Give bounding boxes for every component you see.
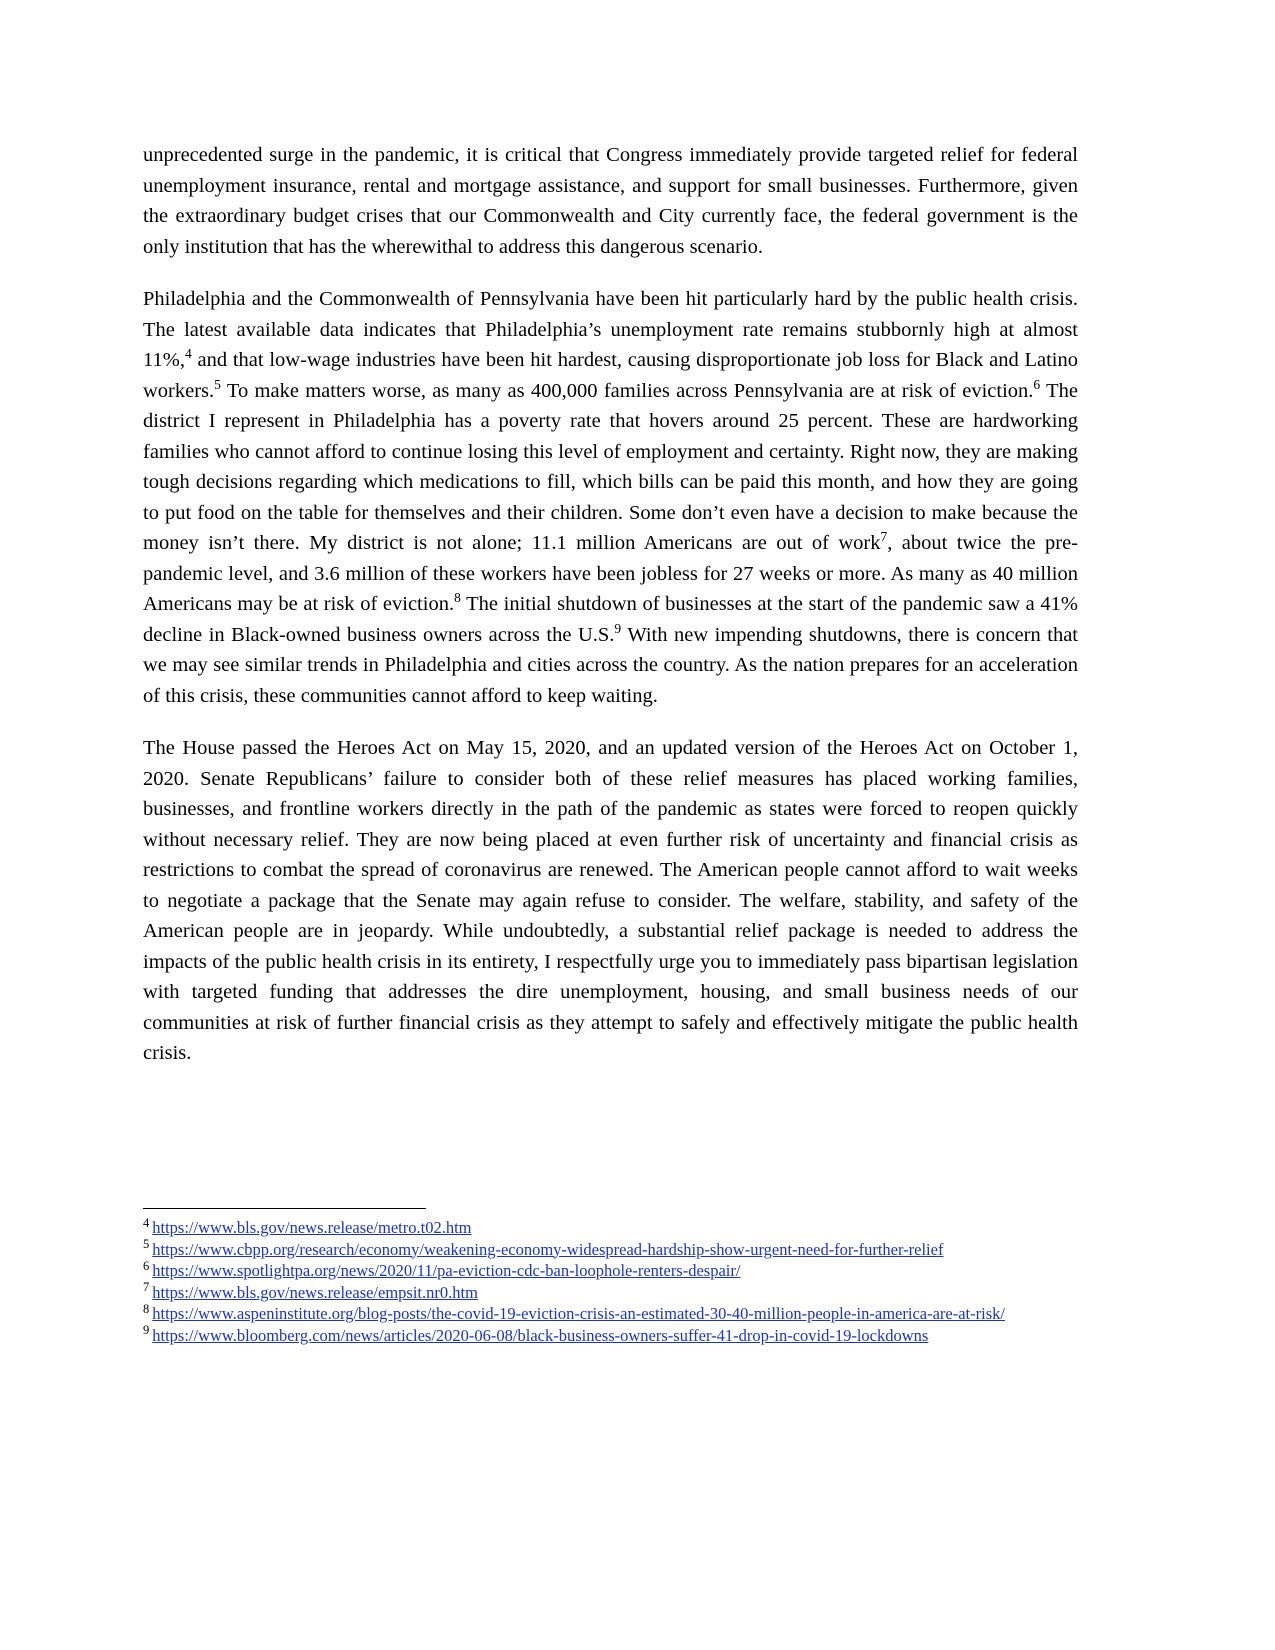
footnote-ref-6[interactable]: 6 [1033, 376, 1041, 392]
footnote-ref-5[interactable]: 5 [214, 376, 221, 392]
footnote-8-link[interactable]: https://www.aspeninstitute.org/blog-posts/the-covid-19-eviction-crisis-an-estimated-30-40-million-people-in-america-are-at-risk/ [152, 1304, 1005, 1323]
paragraph-3: The House passed the Heroes Act on May 15, 2020, and an updated version of the Heroes Act on October 1, 2020. Senate Republicans’ failure to consider both of these relief measures has placed working families, businesses, and frontline workers directly in the path of the pandemic as states were forced to reopen quickly without necessary relief. They are now being placed at even further risk of uncertainty and financial crisis as restrictions to combat the spread of coronavirus are renewed. The American people cannot afford to wait weeks to negotiate a package that the Senate may again refuse to consider. The welfare, stability, and safety of the American people are in jeopardy. While undoubtedly, a substantial relief package is needed to address the impacts of the public health crisis in its entirety, I respectfully urge you to immediately pass bipartisan legislation with targeted funding that addresses the dire unemployment, housing, and small business needs of our communities at risk of further financial crisis as they attempt to safely and effectively mitigate the public health crisis. [143, 737, 1078, 1064]
footnote-4 [143, 1217, 1078, 1239]
footnote-ref-4[interactable]: 4 [184, 346, 192, 362]
footnote-9-link[interactable]: https://www.bloomberg.com/news/articles/2020-06-08/black-business-owners-suffer-41-drop-in-covid-19-lockdowns [152, 1325, 929, 1345]
paragraph-2 [143, 284, 1078, 711]
paragraph-2-segment-6: The initial shutdown of businesses at the start of the pandemic saw a 41% decline in Black-owned business owners across the U.S. [143, 593, 1078, 646]
footnote-9 [143, 1325, 1078, 1347]
footnote-7-link[interactable]: https://www.bls.gov/news.release/empsit.nr0.htm [152, 1282, 478, 1302]
footnote-7-marker: 7 [143, 1280, 150, 1294]
footnote-area [143, 1208, 1078, 1346]
paragraph-2-segment-3: To make matters worse, as many as 400,000 families across Pennsylvania are at risk of eviction. [220, 379, 1034, 402]
footnote-9-marker: 9 [143, 1323, 150, 1337]
footnote-4-link[interactable]: https://www.bls.gov/news.release/metro.t02.htm [152, 1218, 472, 1237]
footnote-8 [143, 1303, 1078, 1325]
footnote-ref-7[interactable]: 7 [880, 529, 888, 545]
footnote-ref-9[interactable]: 9 [614, 620, 622, 636]
footnote-6-marker: 6 [143, 1258, 150, 1273]
footnote-5 [143, 1239, 1078, 1261]
paragraph-2-segment-5: , about twice the pre-pandemic level, and 3.6 million of these workers have been jobless for 27 weeks or more. As many as 40 million Americans may be at risk of eviction. [143, 532, 1078, 615]
footnote-ref-8[interactable]: 8 [454, 590, 461, 606]
footnote-8-marker: 8 [143, 1301, 150, 1316]
paragraph-2-segment-7: With new impending shutdowns, there is concern that we may see similar trends in Philadelphia and cities across the country. As the nation prepares for an acceleration of this crisis, these communities cannot afford to keep waiting. [143, 623, 1078, 707]
footnote-4-marker: 4 [143, 1215, 150, 1230]
document-body [143, 140, 1078, 1069]
paragraph-1: unprecedented surge in the pandemic, it is critical that Congress immediately provide targeted relief for federal unemployment insurance, rental and mortgage assistance, and support for small businesses. Furthermore, given the extraordinary budget crises that our Commonwealth and City currently face, the federal government is the only institution that has the wherewithal to address this dangerous scenario. [143, 144, 1078, 258]
footnote-separator [143, 1208, 426, 1209]
footnote-6 [143, 1260, 1078, 1282]
footnote-5-marker: 5 [143, 1237, 150, 1251]
footnote-6-link[interactable]: https://www.spotlightpa.org/news/2020/11/pa-eviction-cdc-ban-loophole-renters-despair/ [152, 1261, 741, 1280]
footnote-7 [143, 1282, 1078, 1304]
paragraph-2-segment-1: Philadelphia and the Commonwealth of Pennsylvania have been hit particularly hard by the public health crisis. The latest available data indicates that Philadelphia’s unemployment rate remains stubbornly high at almost 11%, [143, 288, 1078, 371]
paragraph-2-segment-2: and that low-wage industries have been hit hardest, causing disproportionate job loss for Black and Latino workers. [143, 349, 1078, 402]
paragraph-2-segment-4: The district I represent in Philadelphia has a poverty rate that hovers around 25 percent. These are hardworking families who cannot afford to continue losing this level of employment and certainty. Right now, they are making tough decisions regarding which medications to fill, which bills can be paid this month, and how they are going to put food on the table for themselves and their children. Some don’t even have a decision to make because the money isn’t there. My district is not alone; 11.1 million Americans are out of work [143, 379, 1078, 554]
footnote-5-link[interactable]: https://www.cbpp.org/research/economy/weakening-economy-widespread-hardship-show-urgent-need-for-further-relief [152, 1239, 944, 1259]
